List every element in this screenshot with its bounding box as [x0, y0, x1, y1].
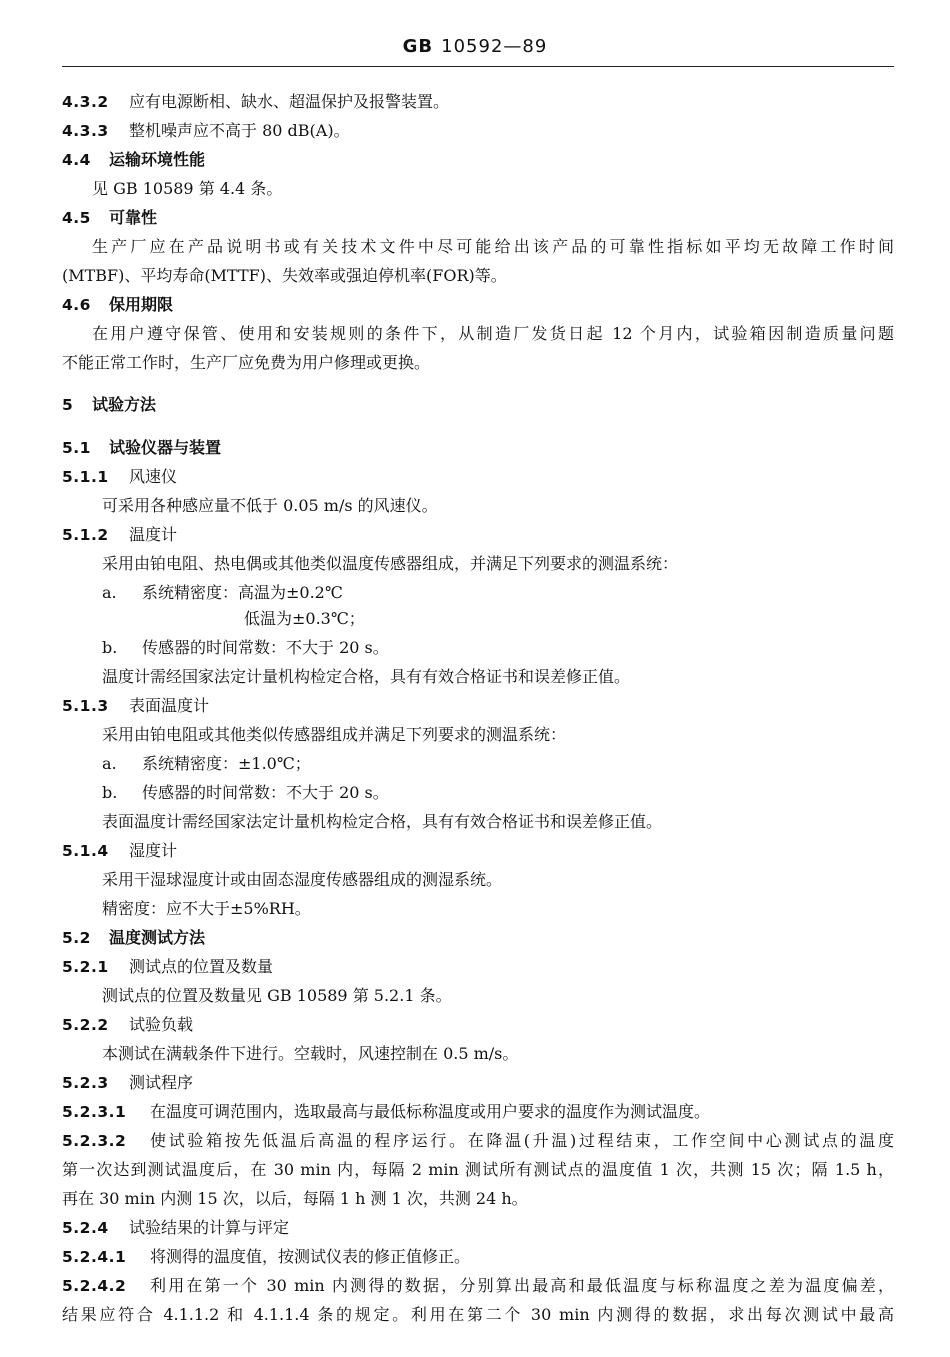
clause-number: 5.1.4: [62, 842, 109, 860]
clause-text: 测试点的位置及数量: [129, 957, 274, 976]
section-number: 4.5: [62, 209, 91, 227]
list-marker: a.: [102, 754, 117, 773]
clause-number: 5.1.3: [62, 697, 109, 715]
section-number: 4.6: [62, 296, 91, 314]
clause-text: 整机噪声应不高于 80 dB(A)。: [129, 121, 350, 140]
clause-number: 5.2.1: [62, 958, 109, 976]
clause-number: 5.1.1: [62, 468, 109, 486]
paragraph-text: (MTBF)、平均寿命(MTTF)、失效率或强迫停机率(FOR)等。: [62, 266, 507, 285]
list-marker: b.: [102, 783, 118, 802]
paragraph-text: 精密度：应不大于±5%RH。: [102, 899, 311, 918]
clause-number: 4.3.2: [62, 93, 109, 111]
paragraph-text: 测试点的位置及数量见 GB 10589 第 5.2.1 条。: [102, 986, 452, 1005]
clause-text: 湿度计: [129, 841, 178, 860]
clause-text: 利用在第一个 30 min 内测得的数据，分别算出最高和最低温度与标称温度之差为温度偏差，: [150, 1276, 894, 1295]
section-number: 5.1: [62, 439, 91, 457]
clause-text: 将测得的温度值，按测试仪表的修正值修正。: [150, 1247, 471, 1266]
standard-prefix: GB: [402, 36, 434, 57]
clause-number: 5.2.3.1: [62, 1103, 127, 1121]
paragraph-text: 本测试在满载条件下进行。空载时，风速控制在 0.5 m/s。: [102, 1044, 519, 1063]
paragraph-text: 采用由铂电阻、热电偶或其他类似温度传感器组成，并满足下列要求的测温系统：: [102, 554, 679, 573]
paragraph-text: 温度计需经国家法定计量机构检定合格，具有有效合格证书和误差修正值。: [102, 667, 631, 686]
clause-text: 试验结果的计算与评定: [129, 1218, 290, 1237]
page-header: [0, 36, 950, 57]
paragraph-text: 不能正常工作时，生产厂应免费为用户修理或更换。: [62, 353, 431, 372]
list-text: 系统精密度：高温为±0.2℃: [142, 583, 343, 602]
clause-text: 表面温度计: [129, 696, 210, 715]
paragraph-text: 在用户遵守保管、使用和安装规则的条件下，从制造厂发货日起 12 个月内，试验箱因制造质量问题: [92, 324, 894, 343]
clause-number: 5.2.4.1: [62, 1248, 127, 1266]
chapter-title: 试验方法: [92, 395, 157, 414]
list-text: 低温为±0.3℃；: [244, 609, 365, 628]
paragraph-text: 可采用各种感应量不低于 0.05 m/s 的风速仪。: [102, 496, 438, 515]
paragraph-text: 生产厂应在产品说明书或有关技术文件中尽可能给出该产品的可靠性指标如平均无故障工作时间: [92, 237, 894, 256]
clause-number: 4.3.3: [62, 122, 109, 140]
paragraph-text: 表面温度计需经国家法定计量机构检定合格，具有有效合格证书和误差修正值。: [102, 812, 663, 831]
standard-code: 10592—89: [441, 36, 548, 57]
clause-number: 5.2.4: [62, 1219, 109, 1237]
section-title: 可靠性: [109, 208, 158, 227]
clause-text: 风速仪: [129, 467, 178, 486]
paragraph-text: 第一次达到测试温度后，在 30 min 内，每隔 2 min 测试所有测试点的温度值 1 次，共测 15 次；隔 1.5 h，: [62, 1160, 894, 1179]
list-text: 传感器的时间常数：不大于 20 s。: [142, 783, 389, 802]
section-title: 保用期限: [109, 295, 174, 314]
paragraph-text: 结果应符合 4.1.1.2 和 4.1.1.4 条的规定。利用在第二个 30 min 内测得的数据，求出每次测试中最高: [62, 1305, 894, 1324]
paragraph-text: 采用干湿球湿度计或由固态湿度传感器组成的测湿系统。: [102, 870, 503, 889]
list-text: 系统精密度：±1.0℃；: [142, 754, 311, 773]
clause-number: 5.2.3.2: [62, 1132, 127, 1150]
paragraph-text: 见 GB 10589 第 4.4 条。: [92, 179, 283, 198]
chapter-number: 5: [62, 396, 74, 414]
section-title: 试验仪器与装置: [109, 438, 222, 457]
section-number: 5.2: [62, 929, 91, 947]
clause-text: 温度计: [129, 525, 178, 544]
clause-text: 在温度可调范围内，选取最高与最低标称温度或用户要求的温度作为测试温度。: [150, 1102, 711, 1121]
list-text: 传感器的时间常数：不大于 20 s。: [142, 638, 389, 657]
paragraph-text: 再在 30 min 内测 15 次，以后，每隔 1 h 测 1 次，共测 24 h。: [62, 1189, 528, 1208]
header-rule: [62, 66, 894, 67]
clause-text: 试验负载: [129, 1015, 194, 1034]
clause-number: 5.2.4.2: [62, 1277, 127, 1295]
clause-text: 应有电源断相、缺水、超温保护及报警装置。: [129, 92, 450, 111]
list-marker: a.: [102, 583, 117, 602]
clause-number: 5.2.3: [62, 1074, 109, 1092]
section-title: 运输环境性能: [109, 150, 206, 169]
clause-text: 使试验箱按先低温后高温的程序运行。在降温(升温)过程结束，工作空间中心测试点的温度: [150, 1131, 894, 1150]
paragraph-text: 采用由铂电阻或其他类似传感器组成并满足下列要求的测温系统：: [102, 725, 567, 744]
clause-number: 5.2.2: [62, 1016, 109, 1034]
section-number: 4.4: [62, 151, 91, 169]
clause-number: 5.1.2: [62, 526, 109, 544]
section-title: 温度测试方法: [109, 928, 206, 947]
list-marker: b.: [102, 638, 118, 657]
clause-text: 测试程序: [129, 1073, 194, 1092]
